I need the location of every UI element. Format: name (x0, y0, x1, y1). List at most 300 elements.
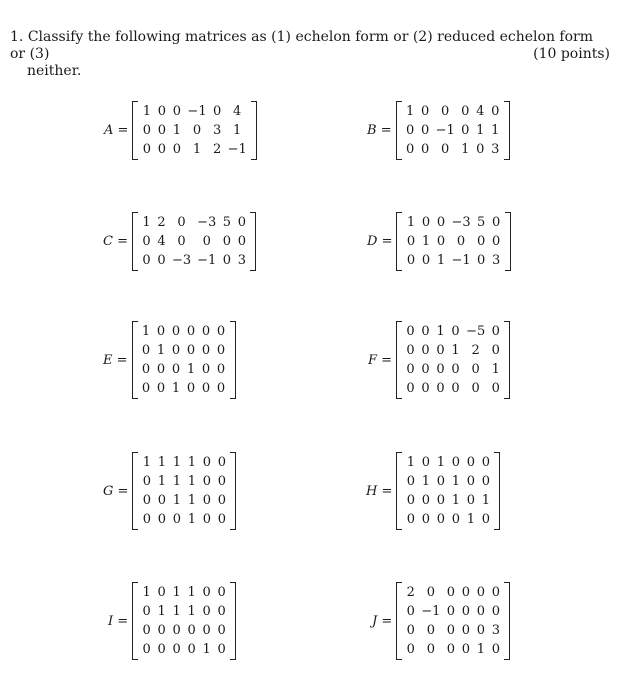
matrix-row (139, 510, 229, 529)
matrix-entry: 2 (471, 343, 480, 358)
matrix-entry: 0 (491, 103, 500, 119)
matrix-entry: 0 (451, 362, 460, 377)
matrix-entry: 0 (142, 642, 151, 657)
matrix-entry: 1 (405, 103, 415, 119)
matrix-entry: 1 (461, 141, 470, 157)
matrix-row (403, 341, 503, 360)
matrix-name: I (108, 613, 114, 629)
matrix-entry: 0 (451, 381, 460, 396)
matrix-entry: 0 (471, 381, 480, 396)
matrix-entry: 0 (202, 493, 212, 508)
matrix-row (139, 251, 249, 270)
matrix-entry: 0 (216, 324, 226, 339)
matrix-name: H (366, 483, 378, 499)
matrix-entry: 0 (436, 343, 445, 358)
matrix-entry: 0 (420, 141, 430, 157)
matrix-entry: −3 (197, 214, 217, 230)
matrix-entry: 0 (142, 493, 152, 508)
matrix-entry: −3 (451, 214, 471, 230)
matrix-entry: 1 (491, 122, 500, 138)
matrix-label: D = (367, 233, 393, 249)
matrix-entry: 0 (202, 604, 211, 619)
matrix-entry: 1 (157, 604, 166, 619)
matrix-entry: 1 (491, 362, 500, 377)
matrix-entry: −5 (466, 324, 486, 339)
matrix-entry: 0 (217, 585, 226, 600)
matrix-row (403, 491, 493, 510)
matrix-label: F = (368, 352, 393, 368)
matrix-entry: 0 (406, 512, 416, 527)
matrix-bracket (132, 582, 236, 660)
matrix-row (139, 360, 229, 379)
matrix-entry: 1 (157, 474, 167, 489)
matrix-entry: 0 (420, 103, 430, 119)
matrix-entry: −1 (197, 252, 217, 268)
matrix-entry: 0 (142, 122, 152, 138)
matrix-entry: 0 (202, 585, 211, 600)
matrix-entry: 1 (421, 474, 431, 489)
matrix-entry: 0 (421, 493, 431, 508)
matrix-entry: 0 (477, 233, 486, 249)
matrix-entry: 0 (142, 474, 152, 489)
matrix-entry: 0 (141, 381, 151, 396)
matrix-row (139, 640, 229, 659)
matrix-row (403, 251, 503, 270)
matrix-entry: 0 (446, 585, 456, 600)
matrix-entry: 1 (142, 214, 151, 230)
matrix-entry: 2 (406, 585, 415, 600)
matrix-entry: 0 (156, 324, 166, 339)
matrix-entry: 0 (186, 381, 196, 396)
matrix-entry: 0 (436, 493, 446, 508)
matrix-entry: 0 (177, 233, 186, 249)
matrix-entry: 0 (436, 512, 446, 527)
matrix-entry: 0 (492, 214, 501, 230)
matrix-entry: 0 (157, 493, 167, 508)
matrix-entry: 0 (420, 122, 430, 138)
matrix-entry: 0 (186, 343, 196, 358)
matrix-entry: 0 (171, 324, 181, 339)
matrix-grid (403, 583, 503, 659)
matrix-entry: 0 (461, 103, 470, 119)
matrix-grid (139, 583, 229, 659)
matrix-entry: −1 (421, 604, 441, 619)
matrix-entry: 0 (421, 324, 430, 339)
matrix-entry: 0 (491, 381, 500, 396)
matrix-row (139, 472, 229, 491)
matrix-label: J = (372, 613, 393, 629)
matrix-entry: 0 (436, 362, 445, 377)
matrix-row (139, 121, 249, 140)
matrix-grid (139, 453, 229, 529)
problem-statement (10, 29, 610, 80)
matrix-name: A (104, 122, 114, 138)
matrix-entry: 0 (476, 585, 486, 600)
matrix-entry: 0 (405, 141, 415, 157)
matrix-entry: 0 (451, 455, 461, 470)
matrix-entry: 0 (171, 362, 181, 377)
matrix-entry: −1 (435, 122, 455, 138)
matrix-entry: 0 (476, 604, 486, 619)
matrix-entry: 3 (491, 141, 500, 157)
matrix-entry: 0 (156, 362, 166, 377)
matrix-entry: 0 (461, 604, 471, 619)
matrix-entry: 0 (426, 585, 435, 600)
matrix-entry: 0 (201, 324, 211, 339)
matrix-entry: 0 (237, 214, 246, 230)
matrix-entry: 2 (157, 214, 166, 230)
matrix-entry: 1 (172, 474, 182, 489)
matrix-row (139, 453, 229, 472)
matrix-entry: 1 (436, 455, 446, 470)
matrix-entry: 0 (217, 623, 226, 638)
matrix-entry: 1 (187, 474, 197, 489)
matrix-entry: 0 (216, 343, 226, 358)
matrix-entry: 0 (456, 233, 466, 249)
matrix-entry: 0 (421, 381, 430, 396)
matrix-entry: 4 (157, 233, 166, 249)
matrix-entry: 0 (157, 642, 166, 657)
matrix-entry: 0 (406, 493, 416, 508)
matrix-entry: 0 (187, 642, 196, 657)
matrix-grid (139, 322, 229, 398)
matrix-row (139, 379, 229, 398)
matrix-entry: 0 (476, 141, 485, 157)
matrix-bracket (132, 321, 236, 399)
matrix-entry: 1 (187, 455, 197, 470)
matrix-entry: 0 (406, 623, 415, 638)
matrix-entry: 0 (172, 642, 181, 657)
matrix-grid (403, 322, 503, 398)
matrix-entry: 1 (172, 493, 182, 508)
matrix-entry: 1 (436, 252, 446, 268)
matrix-entry: 0 (481, 512, 491, 527)
matrix-row (403, 453, 493, 472)
matrix-label: A = (104, 122, 129, 138)
matrix-row (139, 341, 229, 360)
matrix-j (372, 582, 510, 660)
matrix-entry: 0 (202, 455, 212, 470)
matrix-entry: 1 (406, 214, 416, 230)
matrix-entry: 0 (461, 585, 471, 600)
matrix-entry: 1 (141, 324, 151, 339)
matrix-entry: 0 (217, 493, 227, 508)
matrix-row (139, 213, 249, 232)
matrix-entry: 0 (446, 642, 456, 657)
matrix-entry: 0 (217, 455, 227, 470)
matrix-entry: 0 (171, 343, 181, 358)
matrix-entry: 0 (491, 585, 501, 600)
matrix-c (103, 212, 256, 271)
matrix-entry: 0 (491, 642, 501, 657)
matrix-entry: 0 (217, 512, 227, 527)
matrix-entry: 0 (406, 381, 415, 396)
matrix-row (403, 640, 503, 659)
matrix-entry: 0 (405, 122, 415, 138)
matrix-row (403, 379, 503, 398)
matrix-entry: 1 (466, 512, 476, 527)
matrix-grid (403, 453, 493, 529)
matrix-entry: 0 (186, 324, 196, 339)
matrix-row (139, 322, 229, 341)
matrix-entry: 0 (222, 252, 231, 268)
matrix-entry: 4 (476, 103, 485, 119)
matrix-name: F (368, 352, 378, 368)
matrix-entry: 1 (186, 362, 196, 377)
matrix-entry: 4 (233, 103, 242, 119)
matrix-name: E (103, 352, 113, 368)
matrix-row (139, 602, 229, 621)
matrix-row (403, 360, 503, 379)
matrix-entry: 1 (187, 512, 197, 527)
matrix-entry: 0 (491, 343, 500, 358)
matrix-row (403, 322, 503, 341)
matrix-bracket (396, 452, 500, 530)
matrix-entry: −1 (227, 141, 247, 157)
matrix-entry: 0 (216, 362, 226, 377)
matrix-entry: 0 (451, 512, 461, 527)
matrix-entry: 0 (202, 512, 212, 527)
matrix-entry: 0 (201, 362, 211, 377)
matrix-entry: 1 (202, 642, 211, 657)
matrix-entry: 0 (461, 623, 471, 638)
matrix-row (403, 510, 493, 529)
matrix-entry: 0 (406, 642, 415, 657)
matrix-entry: 1 (406, 455, 416, 470)
matrix-entry: 0 (157, 252, 166, 268)
matrix-entry: 1 (481, 493, 491, 508)
matrix-bracket (396, 582, 510, 660)
matrix-row (403, 621, 503, 640)
matrix-entry: 1 (142, 103, 152, 119)
matrix-bracket (132, 212, 256, 271)
matrix-bracket (396, 321, 510, 399)
matrix-entry: 0 (172, 623, 181, 638)
matrix-name: D (367, 233, 378, 249)
matrix-entry: 0 (451, 324, 460, 339)
matrix-label: G = (103, 483, 129, 499)
matrix-entry: 0 (141, 362, 151, 377)
matrix-entry: 0 (172, 512, 182, 527)
matrix-entry: 0 (156, 381, 166, 396)
matrix-row (403, 140, 503, 159)
matrix-entry: 0 (406, 233, 416, 249)
matrix-entry: 0 (436, 214, 446, 230)
matrix-entry: 0 (141, 343, 151, 358)
matrix-entry: 0 (157, 512, 167, 527)
matrix-a (104, 101, 257, 160)
matrix-entry: 1 (172, 585, 181, 600)
matrix-entry: 1 (157, 455, 167, 470)
matrix-entry: 0 (157, 585, 166, 600)
matrix-entry: −1 (187, 103, 207, 119)
matrix-entry: 0 (426, 623, 435, 638)
matrix-entry: 0 (461, 642, 471, 657)
matrix-entry: 0 (491, 604, 501, 619)
matrix-entry: 5 (222, 214, 231, 230)
matrix-entry: 0 (142, 604, 151, 619)
matrix-entry: 0 (466, 493, 476, 508)
matrix-entry: 0 (157, 623, 166, 638)
matrix-entry: 0 (436, 381, 445, 396)
matrix-entry: 0 (421, 214, 431, 230)
matrix-bracket (132, 452, 236, 530)
matrix-entry: 1 (172, 604, 181, 619)
matrix-h (366, 452, 500, 530)
matrix-entry: 0 (202, 233, 211, 249)
matrix-entry: 0 (421, 455, 431, 470)
matrix-entry: 1 (172, 122, 182, 138)
matrix-entry: 0 (142, 512, 152, 527)
matrix-entry: 1 (476, 122, 485, 138)
matrix-grid (139, 213, 249, 270)
matrix-entry: 3 (492, 252, 501, 268)
matrix-bracket (132, 101, 256, 160)
matrix-entry: 3 (491, 623, 501, 638)
matrix-entry: 0 (142, 141, 152, 157)
matrix-entry: 1 (451, 474, 461, 489)
matrix-entry: 0 (202, 474, 212, 489)
matrix-entry: −3 (171, 252, 192, 268)
matrix-row (403, 472, 493, 491)
matrix-entry: 5 (477, 214, 486, 230)
matrix-entry: 0 (406, 343, 415, 358)
matrix-row (403, 602, 503, 621)
matrix-entry: 1 (142, 455, 152, 470)
matrix-entry: 0 (466, 455, 476, 470)
matrix-grid (403, 213, 503, 270)
matrix-entry: 0 (202, 623, 211, 638)
matrix-entry: 0 (461, 122, 470, 138)
matrix-entry: 0 (406, 324, 415, 339)
matrix-entry: 0 (466, 474, 476, 489)
matrix-row (403, 121, 503, 140)
matrix-row (139, 102, 249, 121)
problem-text-line-1: Classify the following matrices as (1) echelon form or (2) reduced echelon form or (3) (10, 29, 593, 62)
matrix-entry: 0 (492, 233, 501, 249)
matrix-i (108, 582, 236, 660)
matrix-entry: 0 (142, 623, 151, 638)
matrix-entry: 0 (406, 362, 415, 377)
matrix-row (139, 232, 249, 251)
matrix-entry: 1 (451, 343, 460, 358)
matrix-entry: 0 (177, 214, 186, 230)
matrix-entry: 0 (172, 103, 182, 119)
matrix-entry: 0 (421, 512, 431, 527)
matrix-entry: 0 (217, 474, 227, 489)
matrix-entry: 0 (157, 141, 167, 157)
matrix-entry: 0 (172, 141, 182, 157)
matrix-entry: 1 (156, 343, 166, 358)
matrix-label: B = (367, 122, 392, 138)
matrix-entry: 0 (142, 252, 151, 268)
matrix-bracket (396, 212, 510, 271)
matrix-entry: 0 (142, 233, 151, 249)
matrix-entry: 1 (187, 604, 196, 619)
matrix-entry: 0 (426, 642, 435, 657)
points-label: (10 points) (533, 46, 610, 62)
matrix-name: B (367, 122, 377, 138)
matrix-entry: 0 (421, 362, 430, 377)
matrix-label: I = (108, 613, 129, 629)
matrix-entry: 0 (157, 122, 167, 138)
matrix-entry: 0 (476, 623, 486, 638)
matrix-row (139, 140, 249, 159)
matrix-entry: 0 (421, 343, 430, 358)
matrix-entry: 0 (192, 122, 202, 138)
matrix-label: H = (366, 483, 393, 499)
matrix-entry: 0 (421, 252, 431, 268)
matrix-entry: 0 (217, 642, 226, 657)
matrix-entry: 1 (233, 122, 242, 138)
matrix-entry: 2 (212, 141, 222, 157)
matrix-entry: 0 (446, 623, 456, 638)
matrix-entry: 0 (471, 362, 480, 377)
matrix-name: J (372, 613, 378, 629)
matrix-entry: 0 (222, 233, 231, 249)
matrix-row (139, 621, 229, 640)
matrix-name: C (103, 233, 113, 249)
matrix-entry: 0 (491, 324, 500, 339)
matrix-grid (403, 102, 503, 159)
matrix-entry: 1 (142, 585, 151, 600)
matrix-entry: 1 (192, 141, 202, 157)
problem-line-1 (10, 29, 610, 63)
problem-number: 1. (10, 29, 24, 45)
matrix-row (139, 583, 229, 602)
matrix-row (403, 102, 503, 121)
matrix-entry: 0 (446, 604, 456, 619)
matrix-grid (139, 102, 249, 159)
matrix-entry: 1 (436, 324, 445, 339)
matrix-entry: 0 (436, 233, 446, 249)
matrix-entry: 0 (217, 604, 226, 619)
matrix-entry: 3 (237, 252, 246, 268)
matrix-entry: 1 (451, 493, 461, 508)
matrix-d (367, 212, 511, 271)
matrix-b (367, 101, 510, 160)
matrix-entry: 0 (187, 623, 196, 638)
matrix-entry: 1 (187, 493, 197, 508)
matrix-entry: 1 (172, 455, 182, 470)
matrix-entry: 0 (441, 103, 450, 119)
matrix-entry: 0 (481, 455, 491, 470)
matrix-row (403, 583, 503, 602)
matrix-entry: 1 (476, 642, 486, 657)
matrix-entry: 0 (201, 343, 211, 358)
matrix-entry: 0 (216, 381, 226, 396)
matrix-entry: −1 (451, 252, 471, 268)
matrix-entry: 0 (436, 474, 446, 489)
matrix-g (103, 452, 236, 530)
problem-text-line-2: neither. (27, 63, 82, 79)
matrix-entry: 0 (212, 103, 222, 119)
matrix-row (403, 213, 503, 232)
matrix-e (103, 321, 236, 399)
matrix-entry: 1 (171, 381, 181, 396)
matrix-label: E = (103, 352, 128, 368)
matrix-entry: 0 (406, 474, 416, 489)
matrix-entry: 0 (441, 141, 450, 157)
matrix-entry: 0 (406, 252, 416, 268)
matrix-entry: 1 (187, 585, 196, 600)
matrix-f (368, 321, 510, 399)
matrix-entry: 0 (481, 474, 491, 489)
matrix-entry: 0 (237, 233, 246, 249)
matrix-entry: 3 (212, 122, 222, 138)
matrix-entry: 0 (201, 381, 211, 396)
matrix-entry: 0 (157, 103, 167, 119)
